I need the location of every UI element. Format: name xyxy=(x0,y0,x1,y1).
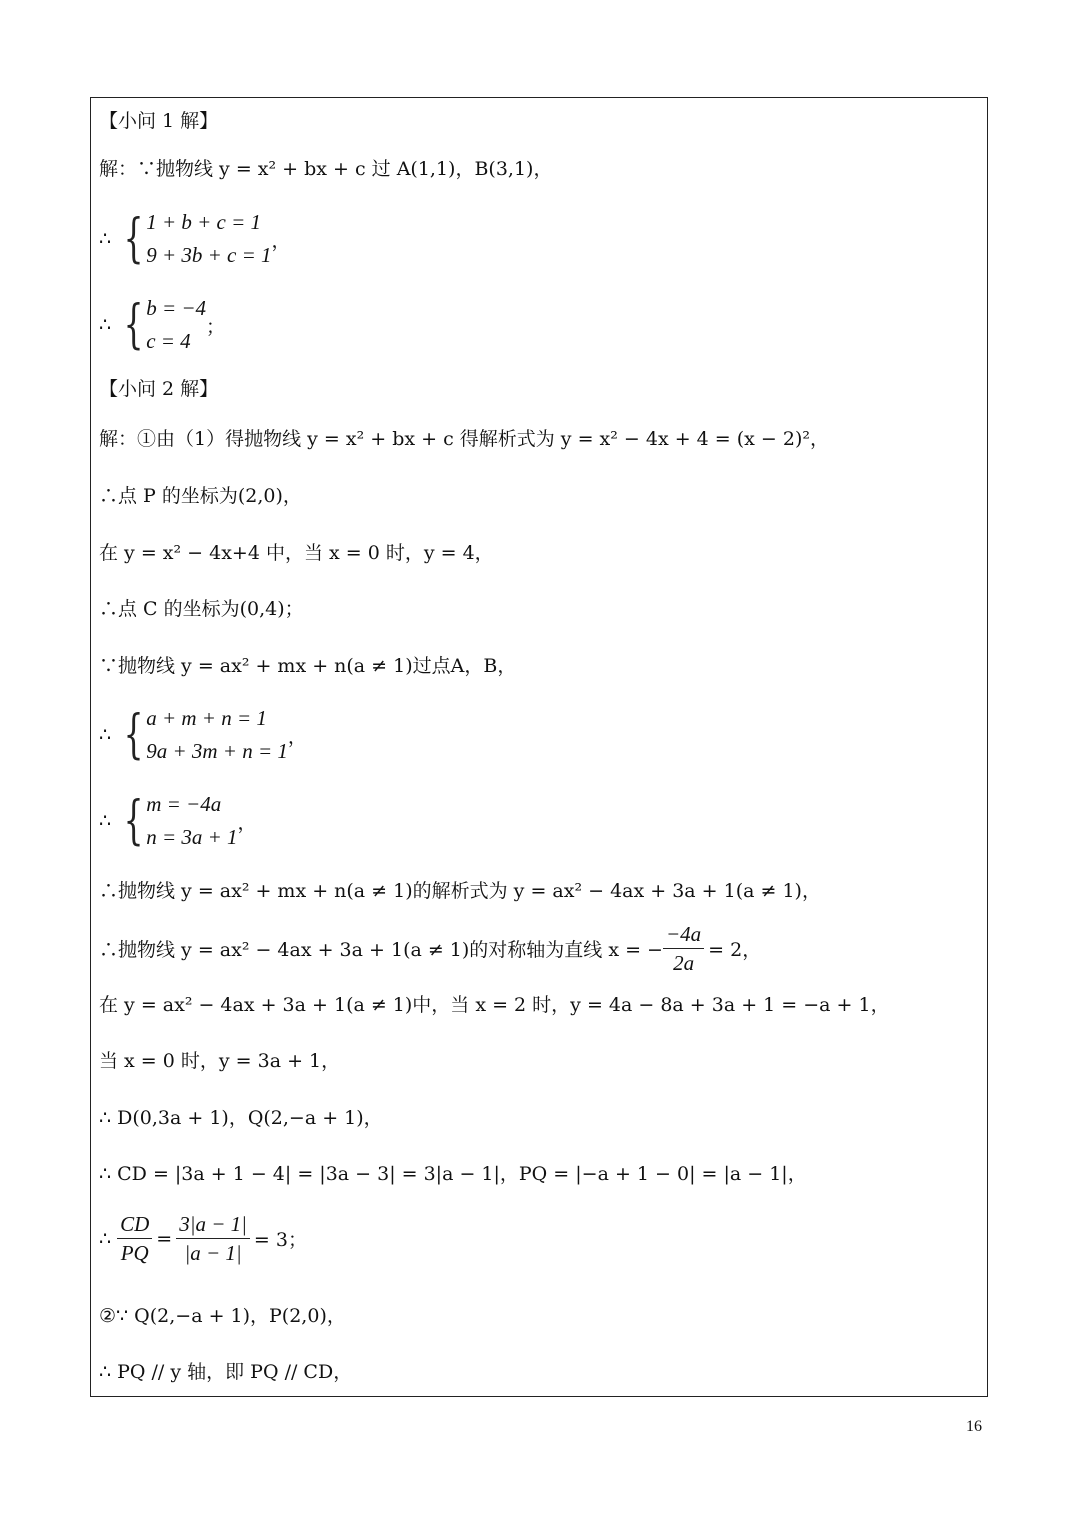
part2-line8: 在 y = ax² − 4ax + 3a + 1(a ≠ 1)中，当 x = 2 时，y = 4a − 8a + 3a + 1 = −a + 1， xyxy=(99,994,890,1016)
brace-icon: { xyxy=(123,209,144,269)
fraction-cd-pq xyxy=(117,1210,152,1267)
system-3 xyxy=(99,702,307,768)
system-4-row-2: n = 3a + 1 xyxy=(146,825,238,849)
system-4 xyxy=(99,788,257,854)
system-3-suffix: ， xyxy=(287,725,307,748)
page-number: 16 xyxy=(966,1418,982,1435)
line7-text: ∴抛物线 y = ax² − 4ax + 3a + 1(a ≠ 1)的对称轴为直线 x = − xyxy=(99,939,663,961)
system-2-row-1: b = −4 xyxy=(146,296,207,320)
therefore-sign: ∴ xyxy=(99,810,112,832)
therefore-sign: ∴ xyxy=(99,314,112,336)
part2-line6: ∴抛物线 y = ax² + mx + n(a ≠ 1)的解析式为 y = ax² − 4ax + 3a + 1(a ≠ 1)， xyxy=(99,880,821,902)
part1-line1: 解：∵抛物线 y = x² + bx + c 过 A(1,1)，B(3,1)， xyxy=(99,158,553,180)
part2-line1: 解：①由（1）得抛物线 y = x² + bx + c 得解析式为 y = x² − 4x + 4 = (x − 2)²， xyxy=(99,428,829,450)
system-4-suffix: ， xyxy=(237,811,257,834)
part2-line14: ∴ PQ // y 轴，即 PQ // CD， xyxy=(99,1361,353,1383)
part1-heading: 【小问 1 解】 xyxy=(99,110,219,132)
therefore-sign: ∴ xyxy=(99,1227,112,1250)
system-3-row-2: 9a + 3m + n = 1 xyxy=(146,739,288,763)
brace-icon: { xyxy=(123,295,144,355)
therefore-sign: ∴ xyxy=(99,724,112,746)
part2-line2: ∴点 P 的坐标为(2,0)， xyxy=(99,485,302,507)
part2-line13: ②∵ Q(2,−a + 1)，P(2,0)， xyxy=(99,1305,346,1327)
system-2 xyxy=(99,292,225,358)
fraction-numerator: −4a xyxy=(663,920,704,949)
fraction-numerator: 3|a − 1| xyxy=(176,1210,250,1239)
fraction-denominator: PQ xyxy=(120,1241,149,1265)
system-4-row-1: m = −4a xyxy=(146,792,222,816)
line7-tail: = 2， xyxy=(708,939,762,961)
part2-line10: ∴ D(0,3a + 1)，Q(2,−a + 1)， xyxy=(99,1107,383,1129)
fraction-axis xyxy=(663,920,704,977)
brace-icon: { xyxy=(123,705,144,765)
fraction-numerator: CD xyxy=(117,1210,152,1239)
part2-line5: ∵抛物线 y = ax² + mx + n(a ≠ 1)过点A，B， xyxy=(99,655,517,677)
therefore-sign: ∴ xyxy=(99,228,112,250)
system-1-row-1: 1 + b + c = 1 xyxy=(146,210,262,234)
part2-line11: ∴ CD = |3a + 1 − 4| = |3a − 3| = 3|a − 1|，PQ = |−a + 1 − 0| = |a − 1|， xyxy=(99,1163,807,1185)
part2-line12 xyxy=(99,1210,307,1267)
part2-line4: ∴点 C 的坐标为(0,4)； xyxy=(99,598,304,620)
part2-line9: 当 x = 0 时，y = 3a + 1， xyxy=(99,1050,341,1072)
fraction-denominator: |a − 1| xyxy=(184,1241,242,1265)
system-1-row-2: 9 + 3b + c = 1 xyxy=(146,243,272,267)
system-2-row-2: c = 4 xyxy=(146,329,191,353)
system-3-row-1: a + m + n = 1 xyxy=(146,706,267,730)
part2-line3: 在 y = x² − 4x+4 中，当 x = 0 时，y = 4， xyxy=(99,542,494,564)
system-1-suffix: ， xyxy=(271,229,291,252)
fraction-abs xyxy=(176,1210,250,1267)
system-1 xyxy=(99,206,291,272)
fraction-denominator: 2a xyxy=(673,951,695,975)
line12-tail: = 3； xyxy=(253,1229,307,1251)
part2-heading: 【小问 2 解】 xyxy=(99,378,219,400)
part2-line7 xyxy=(99,920,761,977)
solution-frame xyxy=(90,97,988,1397)
equals-sign: = xyxy=(156,1227,173,1250)
system-2-suffix: ； xyxy=(206,315,226,338)
brace-icon: { xyxy=(123,791,144,851)
